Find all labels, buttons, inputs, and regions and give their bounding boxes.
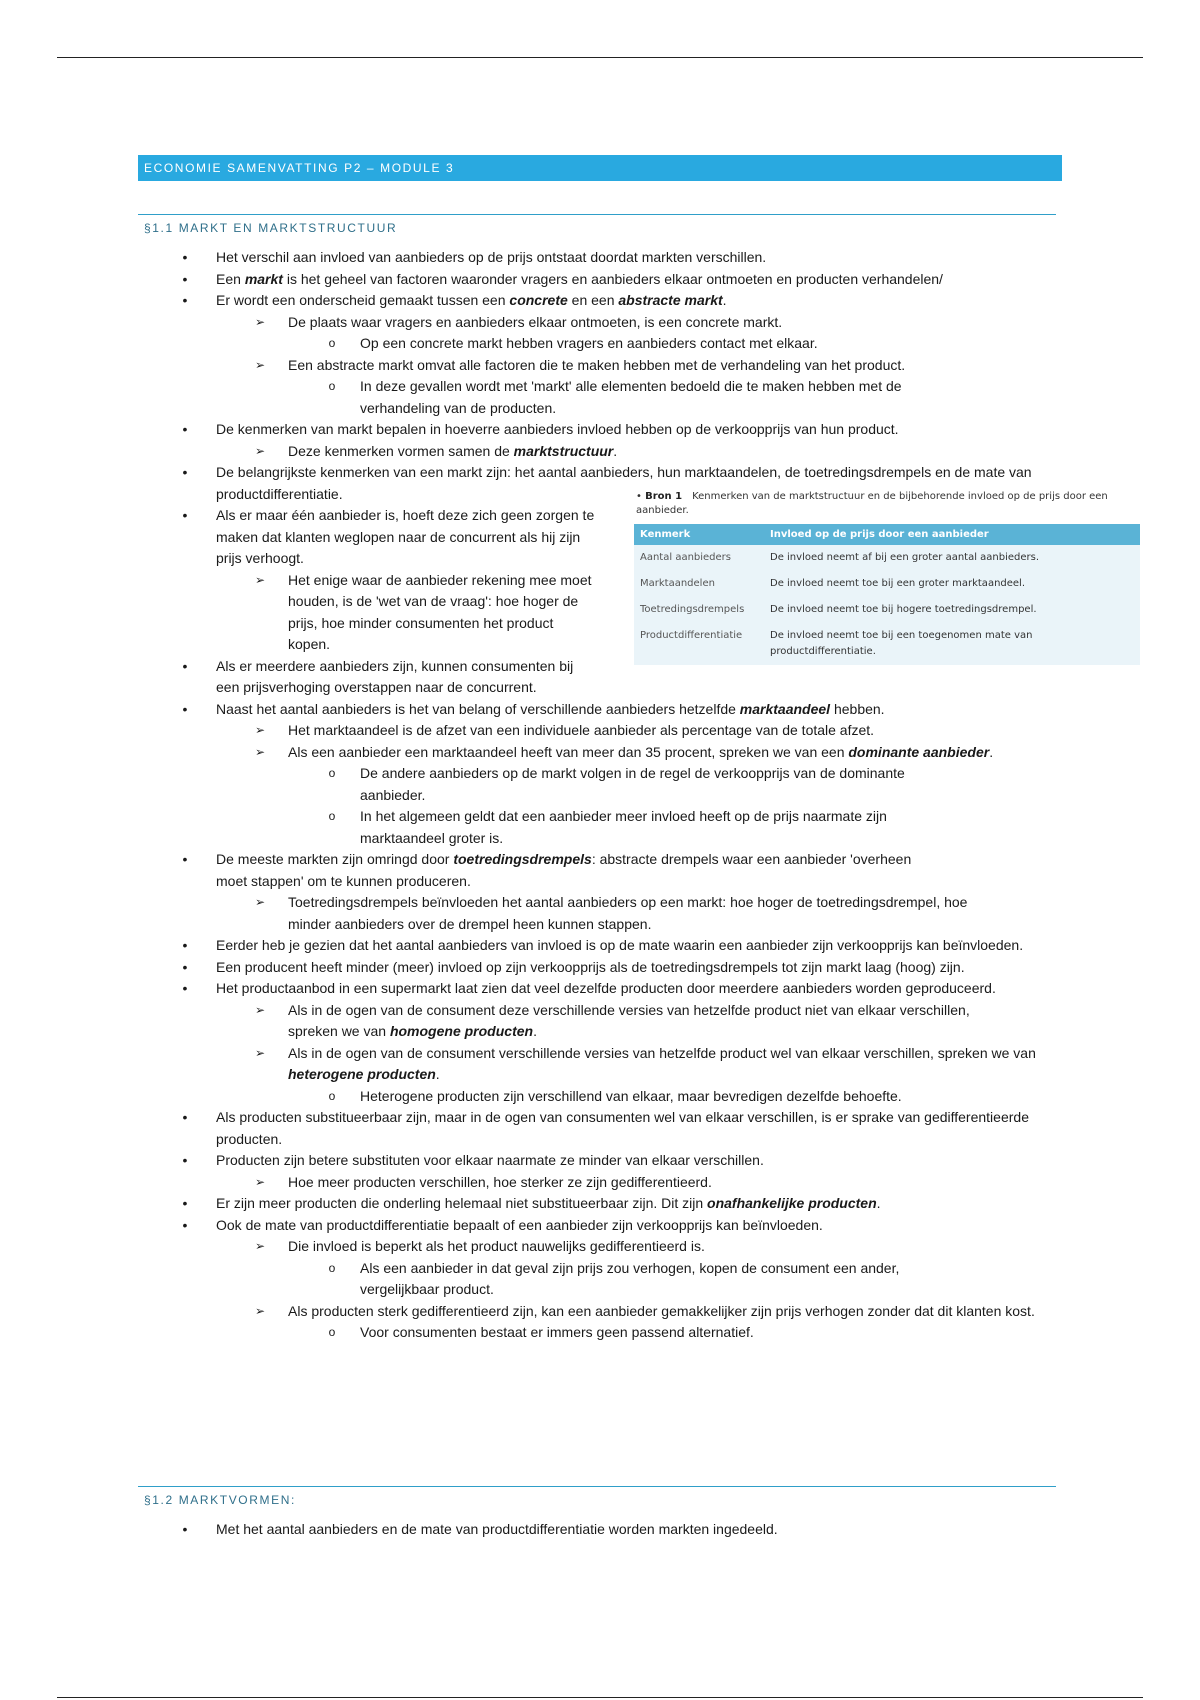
list-item: ➢ Een abstracte markt omvat alle factoren die te maken hebben met de verhandeling van het product. (254, 356, 906, 373)
document-title-banner: ECONOMIE SAMENVATTING P2 – MODULE 3 (138, 155, 1062, 181)
list-item: • De meeste markten zijn omringd door toetredingsdrempels: abstracte drempels waar een aanbieder 'overheen moet stappen' om te kunnen produceren. (182, 851, 912, 889)
list-item: • De belangrijkste kenmerken van een markt zijn: het aantal aanbieders, hun marktaandelen, de toetredingsdrempels en de mate van productdifferentiatie. (182, 464, 1032, 502)
list-item: • Er zijn meer producten die onderling helemaal niet substitueerbaar zijn. Dit zijn onafhankelijke producten. (182, 1195, 881, 1211)
list-item: ➢ Deze kenmerken vormen samen de marktstructuur. (254, 442, 618, 459)
list-item: • Naast het aantal aanbieders is het van belang of verschillende aanbieders hetzelfde marktaandeel hebben. (182, 700, 885, 717)
source-caption-text: Kenmerken van de marktstructuur en de bijbehorende invloed op de prijs door een aanbieder. (636, 491, 1108, 516)
list-item: o Op een concrete markt hebben vragers en aanbieders contact met elkaar. (328, 335, 818, 351)
table-cell: De invloed neemt toe bij een groter marktaandeel. (770, 578, 1026, 589)
list-item: • Een markt is het geheel van factoren waaronder vragers en aanbieders elkaar ontmoeten en producten verhandelen/ (182, 270, 943, 287)
list-item: o In het algemeen geldt dat een aanbieder meer invloed heeft op de prijs naarmate zijn marktaandeel groter is. (328, 808, 887, 846)
list-item: • Het productaanbod in een supermarkt laat zien dat veel dezelfde producten door meerdere aanbieders worden geproduceerd. (182, 980, 996, 996)
table-header: Invloed op de prijs door een aanbieder (764, 524, 1140, 545)
list-item: • De kenmerken van markt bepalen in hoeverre aanbieders invloed hebben op de verkoopprijs van hun product. (182, 421, 899, 437)
section-1-1-content (138, 247, 1068, 1344)
table-row (634, 623, 1140, 665)
list-item: o De andere aanbieders op de markt volgen in de regel de verkoopprijs van de dominante aanbieder. (328, 765, 905, 803)
top-rule (57, 57, 1143, 58)
table-cell: Productdifferentiatie (640, 630, 743, 641)
table-cell: De invloed neemt af bij een groter aantal aanbieders. (770, 552, 1040, 563)
list-item: ➢ De plaats waar vragers en aanbieders elkaar ontmoeten, is een concrete markt. (254, 313, 783, 330)
bottom-rule (57, 1697, 1143, 1698)
list-item: o Heterogene producten zijn verschillend van elkaar, maar bevredigen dezelfde behoefte. (328, 1087, 902, 1104)
section-heading-1-1: §1.1 MARKT EN MARKTSTRUCTUUR (138, 214, 1056, 235)
list-item: • Als er maar één aanbieder is, hoeft deze zich geen zorgen te maken dat klanten weglopen naar de concurrent als hij zijn prijs verhoogt. (182, 507, 595, 566)
table-row (634, 597, 1140, 623)
table-cell: Aantal aanbieders (640, 552, 732, 563)
table-cell: Marktaandelen (640, 578, 715, 589)
table-header: Kenmerk (634, 524, 764, 545)
list-item: ➢ Als in de ogen van de consument deze verschillende versies van hetzelfde product niet van elkaar verschillen, spreken we van homogene producten. (254, 1001, 970, 1039)
list-item: • Er wordt een onderscheid gemaakt tussen een concrete en een abstracte markt. (182, 292, 727, 308)
list-item: • Eerder heb je gezien dat het aantal aanbieders van invloed is op de mate waarin een aanbieder zijn verkoopprijs kan beïnvloeden. (182, 937, 1024, 953)
list-item: ➢ Als producten sterk gedifferentieerd zijn, kan een aanbieder gemakkelijker zijn prijs verhogen zonder dat dit klanten kost. (254, 1302, 1035, 1319)
source-caption: • Bron 1 Kenmerken van de marktstructuur en de bijbehorende invloed op de prijs door een aanbieder. (636, 491, 1108, 516)
table-row (634, 571, 1140, 597)
table-cell: Toetredingsdrempels (640, 604, 745, 615)
table-cell: De invloed neemt toe bij een toegenomen mate van productdifferentiatie. (770, 630, 1033, 657)
list-item: ➢ Toetredingsdrempels beïnvloeden het aantal aanbieders op een markt: hoe hoger de toetredingsdrempel, hoe minder aanbieders over de drempel heen kunnen stappen. (254, 894, 968, 932)
list-item: o Als een aanbieder in dat geval zijn prijs zou verhogen, kopen de consument een ander, vergelijkbaar product. (328, 1259, 900, 1297)
section-1-2-content (138, 1519, 1068, 1541)
list-item: ➢ Het marktaandeel is de afzet van een individuele aanbieder als percentage van de totale afzet. (254, 722, 875, 738)
list-item: • Het verschil aan invloed van aanbieders op de prijs ontstaat doordat markten verschillen. (182, 249, 767, 265)
list-item: o Voor consumenten bestaat er immers geen passend alternatief. (328, 1324, 754, 1340)
list-item: ➢ Als een aanbieder een marktaandeel heeft van meer dan 35 procent, spreken we van een dominante aanbieder. (254, 743, 994, 760)
source-table (634, 524, 1140, 665)
list-item: o In deze gevallen wordt met 'markt' alle elementen bedoeld die te maken hebben met de verhandeling van de producten. (328, 378, 902, 416)
source-table-bron-1 (634, 490, 1140, 665)
list-item: • Met het aantal aanbieders en de mate van productdifferentiatie worden markten ingedeeld. (182, 1521, 778, 1537)
list-item: ➢ Hoe meer producten verschillen, hoe sterker ze zijn gedifferentieerd. (254, 1173, 712, 1190)
list-item: • Als er meerdere aanbieders zijn, kunnen consumenten bij een prijsverhoging overstappen naar de concurrent. (182, 657, 574, 695)
table-cell: De invloed neemt toe bij hogere toetredingsdrempel. (770, 604, 1037, 615)
list-item: • Ook de mate van productdifferentiatie bepaalt of een aanbieder zijn verkoopprijs kan beïnvloeden. (182, 1216, 823, 1233)
source-label: Bron 1 (645, 491, 683, 502)
list-item: • Een producent heeft minder (meer) invloed op zijn verkoopprijs als de toetredingsdrempels tot zijn markt laag (hoog) zijn. (182, 958, 965, 975)
table-row (634, 545, 1140, 571)
section-heading-1-2: §1.2 MARKTVORMEN: (138, 1486, 1056, 1507)
list-item: • Producten zijn betere substituten voor elkaar naarmate ze minder van elkaar verschillen. (182, 1152, 764, 1168)
list-item: ➢ Als in de ogen van de consument verschillende versies van hetzelfde product wel van elkaar verschillen, spreken we van heterogene producten. (254, 1044, 1036, 1082)
list-item: ➢ Die invloed is beperkt als het product nauwelijks gedifferentieerd is. (254, 1238, 705, 1254)
list-item: ➢ Het enige waar de aanbieder rekening mee moet houden, is de 'wet van de vraag': hoe hoger de prijs, hoe minder consumenten het product kopen. (254, 571, 592, 652)
list-item: • Als producten substitueerbaar zijn, maar in de ogen van consumenten wel van elkaar verschillen, is er sprake van gedifferentieerde producten. (182, 1109, 1029, 1147)
